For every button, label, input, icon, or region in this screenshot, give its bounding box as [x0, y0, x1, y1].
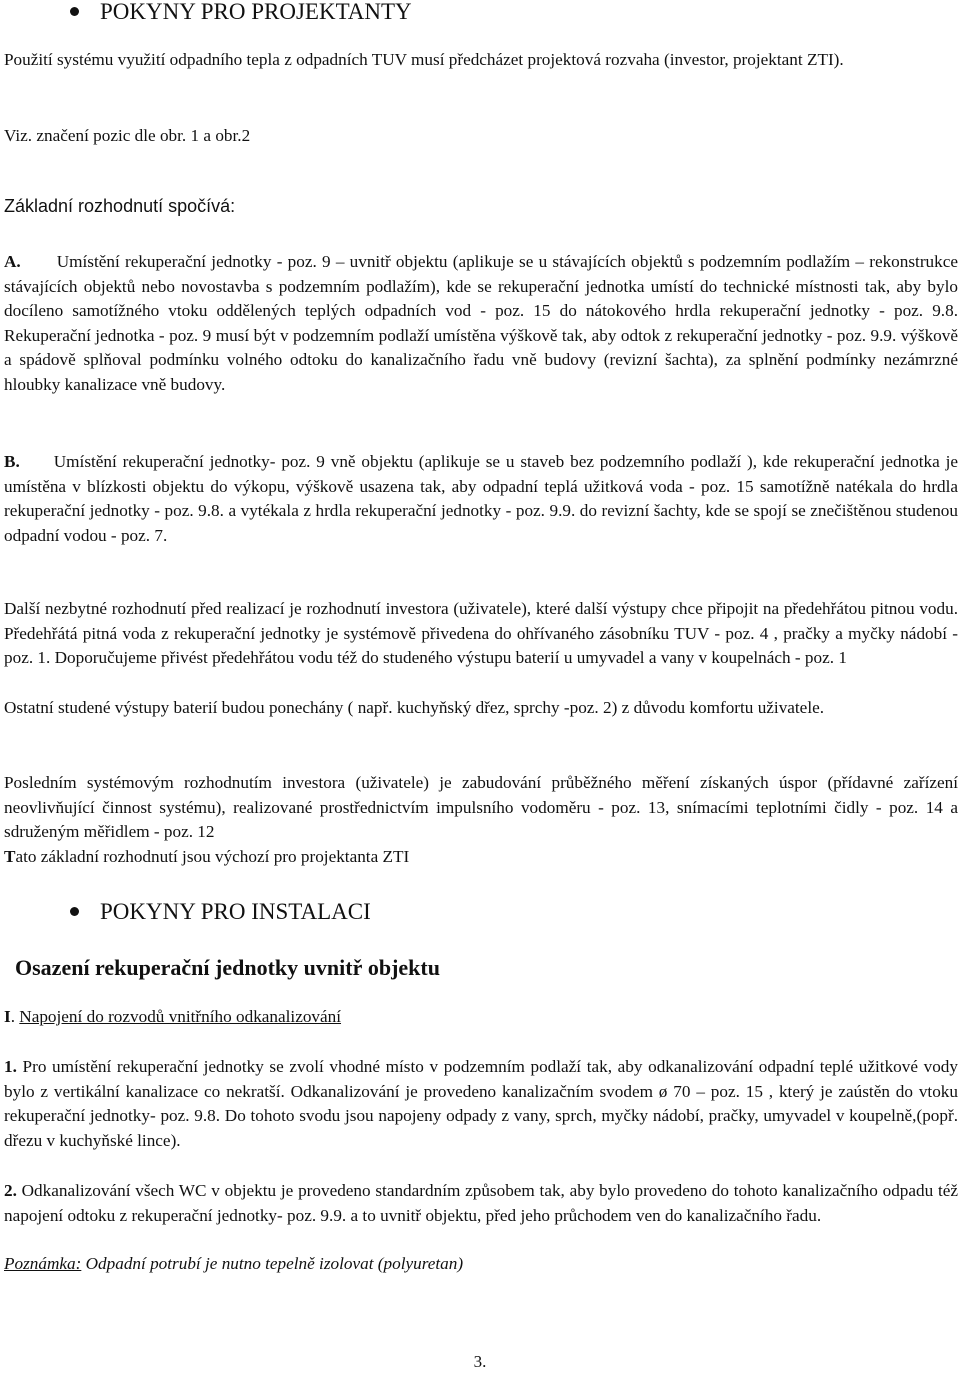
option-a-text: Umístění rekuperační jednotky - poz. 9 – uvnitř objektu (aplikuje se u stávajících objektů s podzemním podlažím – rekonstrukce stávajících objektů nebo novostavba s podzemním podlažím), kde se rekuperační jednotka umístí do technické místnosti tak, aby bylo docíleno samotížného vtoku oddělených teplých odpadních vod - poz. 15 do nátokového hrdla rekuperační jednotky - poz. 9.8. Rekuperační jednotka - poz. 9 musí být v podzemním podlaží umístěna výškově tak, aby odtok z rekuperační jednotky - poz. 9.9. výškově a spádově splňoval podmínku volného odtoku do kanalizačního řadu vně budovy (revizní šachta), za splnění podmínky nezámrzné hloubky kanalizace vně budovy. [4, 252, 958, 394]
further-decision-paragraph: Další nezbytné rozhodnutí před realizací je rozhodnutí investora (uživatele), které další výstupy chce připojit na předehřátou pitnou vodu. Předehřátá pitná voda z rekuperační jednotky je systémově přivedena do ohřívaného zásobníku TUV - poz. 4 , pračky a myčky nádobí - poz. 1. Doporučujeme přivést předehřátou vodu též do studeného výstupu baterií u umyvadel a vany v koupelnách - poz. 1 [4, 599, 958, 668]
option-b-text: Umístění rekuperační jednotky- poz. 9 vně objektu (aplikuje se u staveb bez podzemního podlaží ), kde rekuperační jednotka je umístěna v blízkosti objektu do výkopu, výškově usazena tak, aby odpadní teplá užitková voda - poz. 15 samotížně natékala do hrdla rekuperační jednotky - poz. 9.8. a vytékala z hrdla rekuperační jednotky - poz. 9.9. do revizní šachty, kde se spojí se znečištěnou studenou odpadní vodou - poz. 7. [4, 452, 958, 545]
note-label: Poznámka: [4, 1254, 82, 1273]
item-2-paragraph: 2. Odkanalizování všech WC v objektu je provedeno standardním způsobem tak, aby bylo provedeno do tohoto kanalizačního odpadu též napojení odtoku z rekuperační jednotky- poz. 9.9. a to uvnitř objektu, před jeho průchodem ven do kanalizačního řadu. [4, 1181, 958, 1225]
note-line: Poznámka: Odpadní potrubí je nutno tepelně izolovat (polyuretan) [4, 1254, 464, 1273]
part-i-title: Napojení do rozvodů vnitřního odkanalizování [19, 1007, 342, 1026]
measurement-paragraph: Posledním systémovým rozhodnutím investora (uživatele) je zabudování průběžného měření získaných úspor (přídavné zařízení neovlivňující činnost systému), realizované prostřednictvím impulsního vodoměru - poz. 13, snímacími teplotními čidly - poz. 14 a sdruženým měřidlem - poz. 12 [4, 773, 958, 842]
section-heading-instalaci: POKYNY PRO INSTALACI [70, 900, 371, 924]
intro-paragraph: Použití systému využití odpadního tepla z odpadních TUV musí předcházet projektová rozvaha (investor, projektant ZTI). [4, 50, 844, 69]
basic-decision-heading: Základní rozhodnutí spočívá: [4, 196, 236, 216]
page-number: 3. [473, 1352, 487, 1371]
option-a-paragraph [4, 250, 958, 398]
part-i-heading: I. Napojení do rozvodů vnitřního odkanalizování [4, 1007, 342, 1026]
conclusion-line: Tato základní rozhodnutí jsou výchozí pro projektanta ZTI [4, 847, 410, 866]
option-b-paragraph [4, 450, 958, 548]
option-b-label: B. [4, 452, 20, 471]
bullet-icon [70, 907, 79, 916]
other-outputs-paragraph: Ostatní studené výstupy baterií budou ponechány ( např. kuchyňský dřez, sprchy -poz. 2) z důvodu komfortu uživatele. [4, 698, 825, 717]
reference-line: Viz. značení pozic dle obr. 1 a obr.2 [4, 126, 251, 145]
section-heading-projektanty: POKYNY PRO PROJEKTANTY [70, 0, 412, 24]
option-a-label: A. [4, 252, 21, 271]
bullet-icon [70, 7, 79, 16]
item-1-paragraph: 1. Pro umístění rekuperační jednotky se zvolí vhodné místo v podzemním podlaží tak, aby odkanalizování odpadní teplé užitkové vody bylo z vertikální kanalizace co nekratší. Odkanalizování je provedeno kanalizačním svodem ø 70 – poz. 15 , který je zaústěn do vtoku rekuperační jednotky- poz. 9.8. Do tohoto svodu jsou napojeny odpady z vany, sprch, myčky nádobí, pračky, umyvadel v koupelně,(popř. dřezu v kuchyňské lince). [4, 1057, 958, 1150]
installation-subheading: Osazení rekuperační jednotky uvnitř objektu [15, 955, 440, 980]
